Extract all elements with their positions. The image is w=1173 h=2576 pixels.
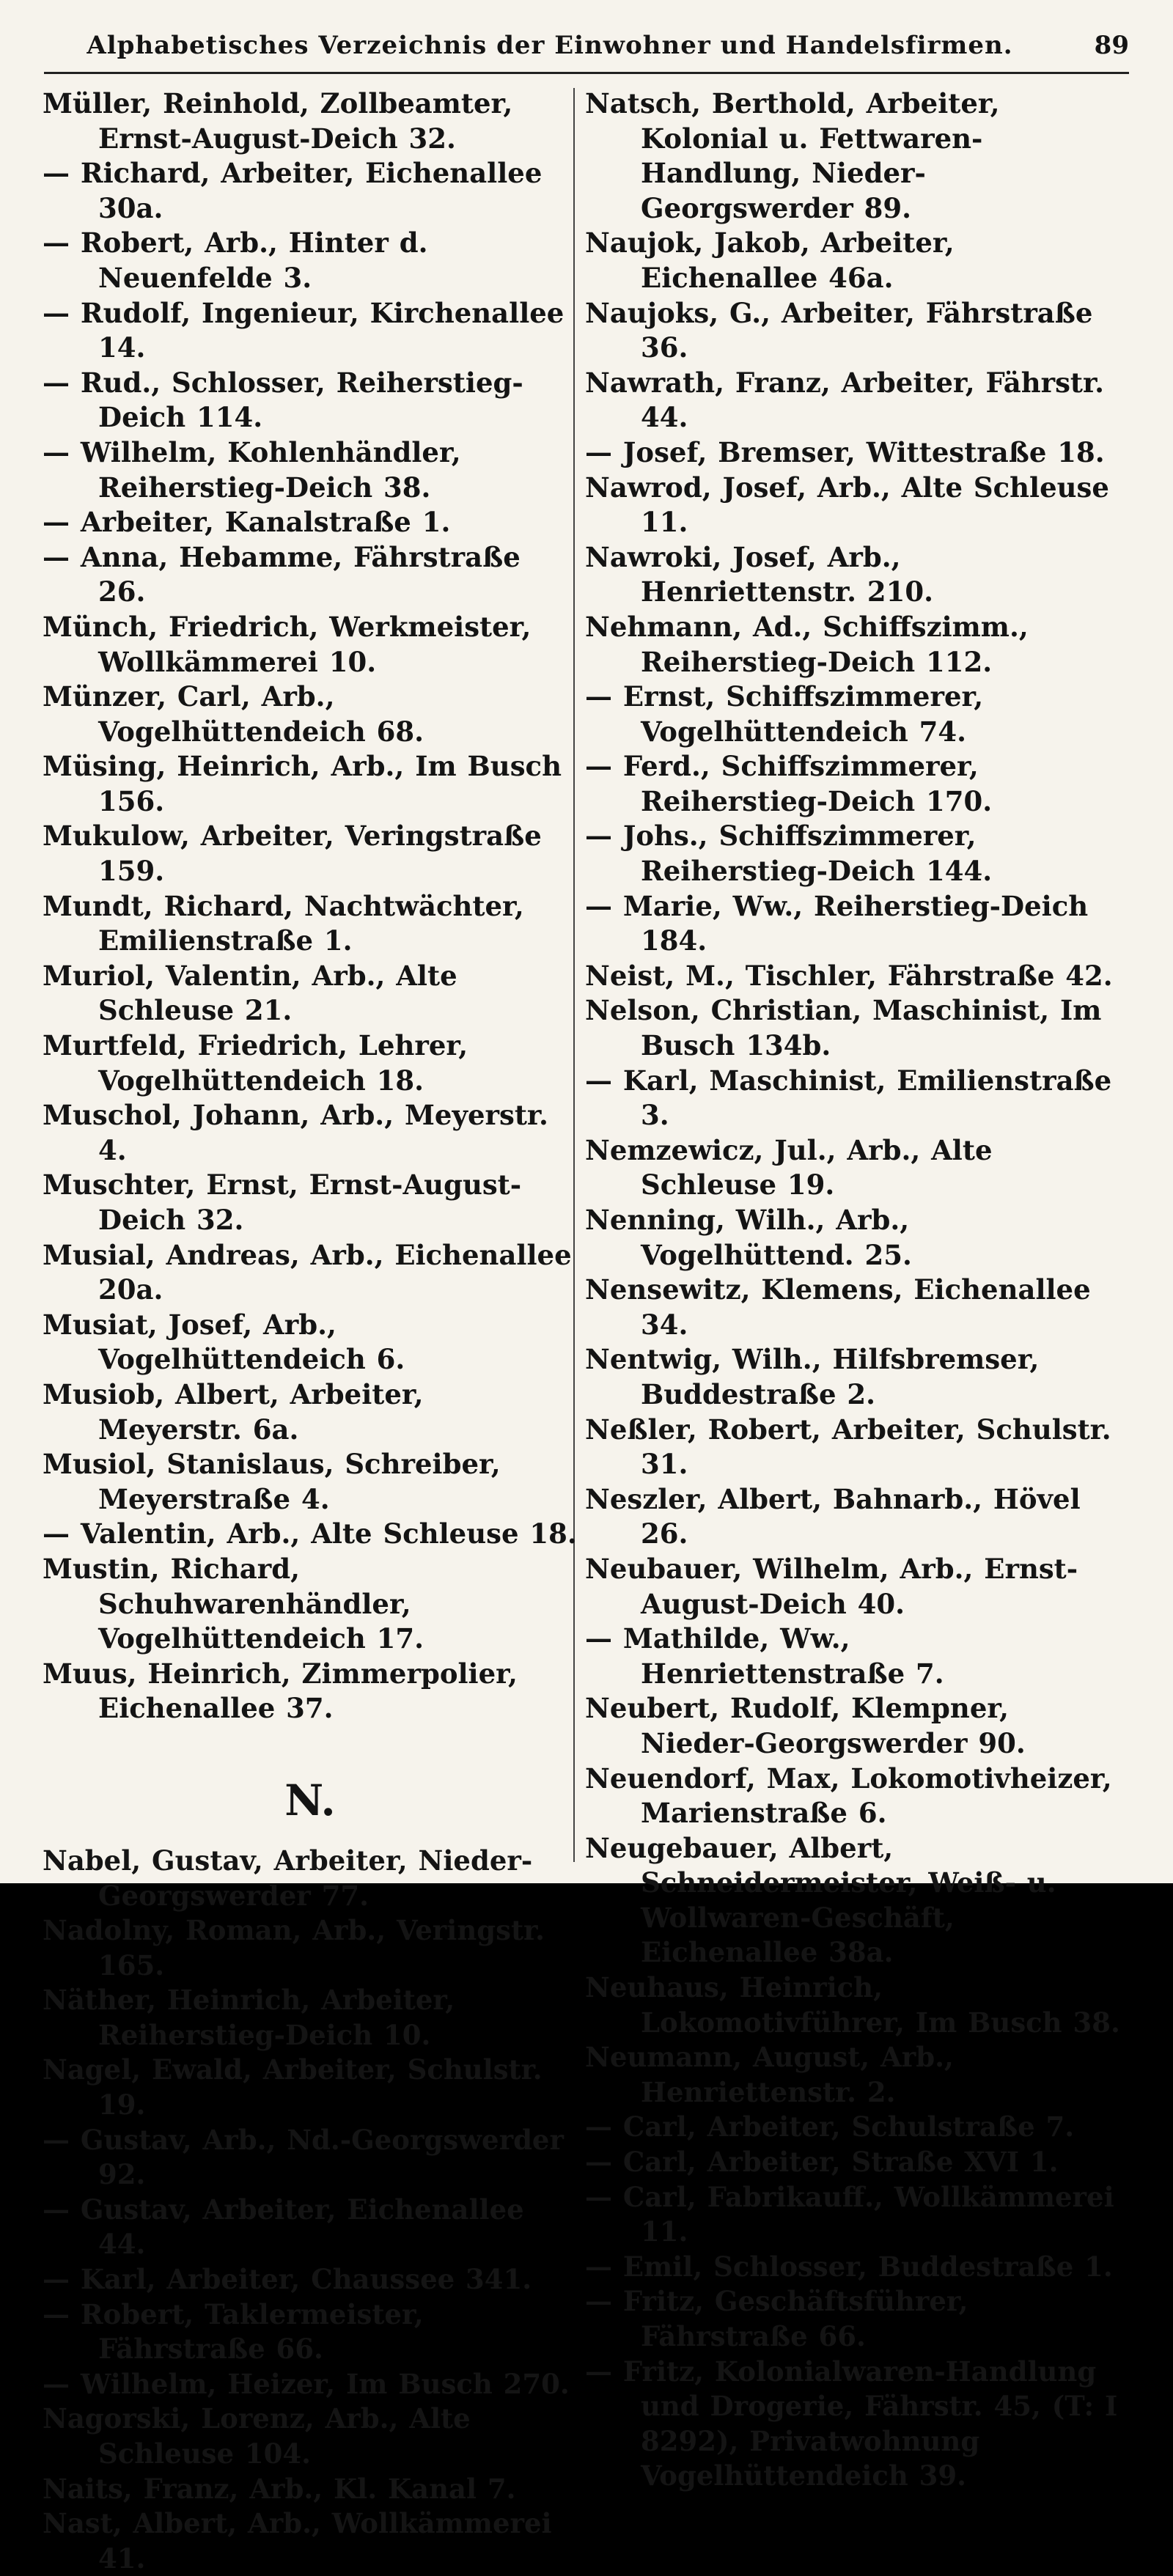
directory-entry: Neumann, August, Arb., Henriettenstr. 2. — [585, 2041, 954, 2108]
directory-entry: Neszler, Albert, Bahnarb., Hövel 26. — [585, 1482, 1081, 1550]
directory-entry: — Anna, Hebamme, Fährstraße 26. — [43, 540, 521, 608]
directory-entry: Münch, Friedrich, Werkmeister, Wollkämmerei 10. — [43, 610, 532, 678]
entry-list-n — [43, 1844, 578, 2576]
directory-entry: Neuendorf, Max, Lokomotivheizer, Marienstraße 6. — [585, 1762, 1112, 1830]
directory-entry: Nenning, Wilh., Arb., Vogelhüttend. 25. — [585, 1204, 912, 1271]
directory-entry: Neubauer, Wilhelm, Arb., Ernst-August-Deich 40. — [585, 1552, 1078, 1620]
directory-entry: Münzer, Carl, Arb., Vogelhüttendeich 68. — [43, 680, 424, 748]
directory-entry: — Mathilde, Ww., Henriettenstraße 7. — [585, 1622, 944, 1690]
section-letter: N. — [284, 1775, 336, 1825]
directory-entry: — Gustav, Arb., Nd.-Georgswerder 92. — [43, 2123, 564, 2191]
directory-entry: — Rudolf, Ingenieur, Kirchenallee 14. — [43, 296, 565, 364]
running-title: Alphabetisches Verzeichnis der Einwohner und Handelsfirmen. — [87, 31, 1013, 60]
directory-entry: Nabel, Gustav, Arbeiter, Nieder-Georgswerder 77. — [43, 1844, 533, 1912]
directory-entry: — Karl, Arbeiter, Chaussee 341. — [43, 2263, 532, 2296]
directory-entry: Nehmann, Ad., Schiffszimm., Reiherstieg-Deich 112. — [585, 610, 1029, 678]
directory-entry: Nagel, Ewald, Arbeiter, Schulstr. 19. — [43, 2053, 543, 2121]
directory-entry: — Gustav, Arbeiter, Eichenallee 44. — [43, 2193, 524, 2261]
directory-entry: Neuhaus, Heinrich, Lokomotivführer, Im Busch 38. — [585, 1971, 1120, 2039]
directory-entry: Müsing, Heinrich, Arb., Im Busch 156. — [43, 750, 562, 817]
directory-entry: — Fritz, Geschäftsführer, Fährstraße 66. — [585, 2285, 968, 2352]
directory-entry: Muschol, Johann, Arb., Meyerstr. 4. — [43, 1099, 548, 1166]
right-column — [585, 87, 1120, 2494]
directory-entry: Naujok, Jakob, Arbeiter, Eichenallee 46a. — [585, 227, 955, 294]
directory-entry: Neßler, Robert, Arbeiter, Schulstr. 31. — [585, 1413, 1111, 1481]
directory-entry: Musiob, Albert, Arbeiter, Meyerstr. 6a. — [43, 1377, 424, 1446]
directory-entry: — Richard, Arbeiter, Eichenallee 30a. — [43, 157, 543, 224]
directory-entry: Näther, Heinrich, Arbeiter, Reiherstieg-Deich 10. — [43, 1984, 455, 2051]
directory-entry: Nagorski, Lorenz, Arb., Alte Schleuse 104. — [43, 2402, 471, 2470]
directory-entry: Musial, Andreas, Arb., Eichenallee 20a. — [43, 1238, 572, 1306]
directory-entry: Müller, Reinhold, Zollbeamter, Ernst-August-Deich 32. — [43, 87, 513, 155]
directory-entry: — Carl, Arbeiter, Straße XVI 1. — [585, 2146, 1059, 2179]
directory-entry: — Carl, Arbeiter, Schulstraße 7. — [585, 2111, 1075, 2143]
directory-entry: Nadolny, Roman, Arb., Veringstr. 165. — [43, 1914, 545, 1981]
directory-entry: Neubert, Rudolf, Klempner, Nieder-Georgswerder 90. — [585, 1692, 1026, 1759]
directory-entry: Mustin, Richard, Schuhwarenhändler, Vogelhüttendeich 17. — [43, 1552, 424, 1655]
directory-entry: — Arbeiter, Kanalstraße 1. — [43, 506, 451, 539]
left-column — [43, 87, 578, 2576]
directory-entry: Nast, Albert, Arb., Wollkämmerei 41. — [43, 2507, 552, 2575]
directory-entry: — Wilhelm, Heizer, Im Busch 270. — [43, 2367, 570, 2400]
directory-entry: Murtfeld, Friedrich, Lehrer, Vogelhüttendeich 18. — [43, 1029, 468, 1097]
directory-entry: Nelson, Christian, Maschinist, Im Busch 134b. — [585, 994, 1102, 1062]
directory-entry: Nentwig, Wilh., Hilfsbremser, Buddestraße 2. — [585, 1343, 1040, 1410]
directory-entry: Nawrod, Josef, Arb., Alte Schleuse 11. — [585, 471, 1109, 539]
directory-entry: — Robert, Taklermeister, Fährstraße 66. — [43, 2297, 424, 2366]
directory-entry: Nemzewicz, Jul., Arb., Alte Schleuse 19. — [585, 1133, 993, 1201]
directory-entry: — Valentin, Arb., Alte Schleuse 18. — [43, 1517, 577, 1550]
directory-entry: Mundt, Richard, Nachtwächter, Emilienstraße 1. — [43, 889, 524, 957]
directory-entry: Naujoks, G., Arbeiter, Fährstraße 36. — [585, 296, 1093, 364]
directory-entry: — Johs., Schiffszimmerer, Reiherstieg-Deich 144. — [585, 820, 993, 888]
directory-entry: — Josef, Bremser, Wittestraße 18. — [585, 435, 1105, 468]
directory-entry: — Ernst, Schiffszimmerer, Vogelhüttendeich 74. — [585, 680, 984, 748]
directory-entry: — Wilhelm, Kohlenhändler, Reiherstieg-Deich 38. — [43, 435, 461, 504]
directory-entry: — Emil, Schlosser, Buddestraße 1. — [585, 2250, 1113, 2283]
directory-entry: Musiat, Josef, Arb., Vogelhüttendeich 6. — [43, 1308, 405, 1376]
directory-entry: Mukulow, Arbeiter, Veringstraße 159. — [43, 820, 542, 888]
entry-list-m — [43, 87, 578, 1726]
page-number: 89 — [1094, 31, 1129, 60]
directory-entry: — Karl, Maschinist, Emilienstraße 3. — [585, 1064, 1112, 1132]
directory-entry: Muus, Heinrich, Zimmerpolier, Eichenallee 37. — [43, 1657, 518, 1725]
directory-entry: — Carl, Fabrikauff., Wollkämmerei 11. — [585, 2180, 1114, 2248]
directory-entry: Nawrath, Franz, Arbeiter, Fährstr. 44. — [585, 366, 1105, 434]
directory-entry: Neugebauer, Albert, Schneidermeister, Weiß- u. Wollwaren-Geschäft, Eichenallee 38a. — [585, 1831, 1056, 1969]
directory-entry: Natsch, Berthold, Arbeiter, Kolonial u. Fettwaren-Handlung, Nieder-Georgswerder 89. — [585, 87, 1000, 224]
directory-entry: — Ferd., Schiffszimmerer, Reiherstieg-Deich 170. — [585, 750, 993, 817]
directory-entry: Muriol, Valentin, Arb., Alte Schleuse 21. — [43, 959, 457, 1027]
page-header — [44, 28, 1129, 74]
directory-entry: Musiol, Stanislaus, Schreiber, Meyerstraße 4. — [43, 1448, 501, 1515]
directory-entry: Neist, M., Tischler, Fährstraße 42. — [585, 959, 1113, 992]
directory-entry: Naits, Franz, Arb., Kl. Kanal 7. — [43, 2472, 516, 2505]
directory-entry: Muschter, Ernst, Ernst-August-Deich 32. — [43, 1169, 522, 1236]
directory-entry: — Fritz, Kolonialwaren-Handlung und Drogerie, Fährstr. 45, (T: I 8292), Privatwohnung Vogelhüttendeich 39. — [585, 2355, 1118, 2492]
entry-list-right — [585, 87, 1120, 2494]
directory-entry: — Robert, Arb., Hinter d. Neuenfelde 3. — [43, 227, 428, 294]
directory-entry: Nensewitz, Klemens, Eichenallee 34. — [585, 1273, 1091, 1341]
directory-entry: — Marie, Ww., Reiherstieg-Deich 184. — [585, 889, 1089, 957]
directory-entry: — Rud., Schlosser, Reiherstieg-Deich 114. — [43, 366, 523, 434]
directory-entry: Nawroki, Josef, Arb., Henriettenstr. 210. — [585, 540, 934, 608]
